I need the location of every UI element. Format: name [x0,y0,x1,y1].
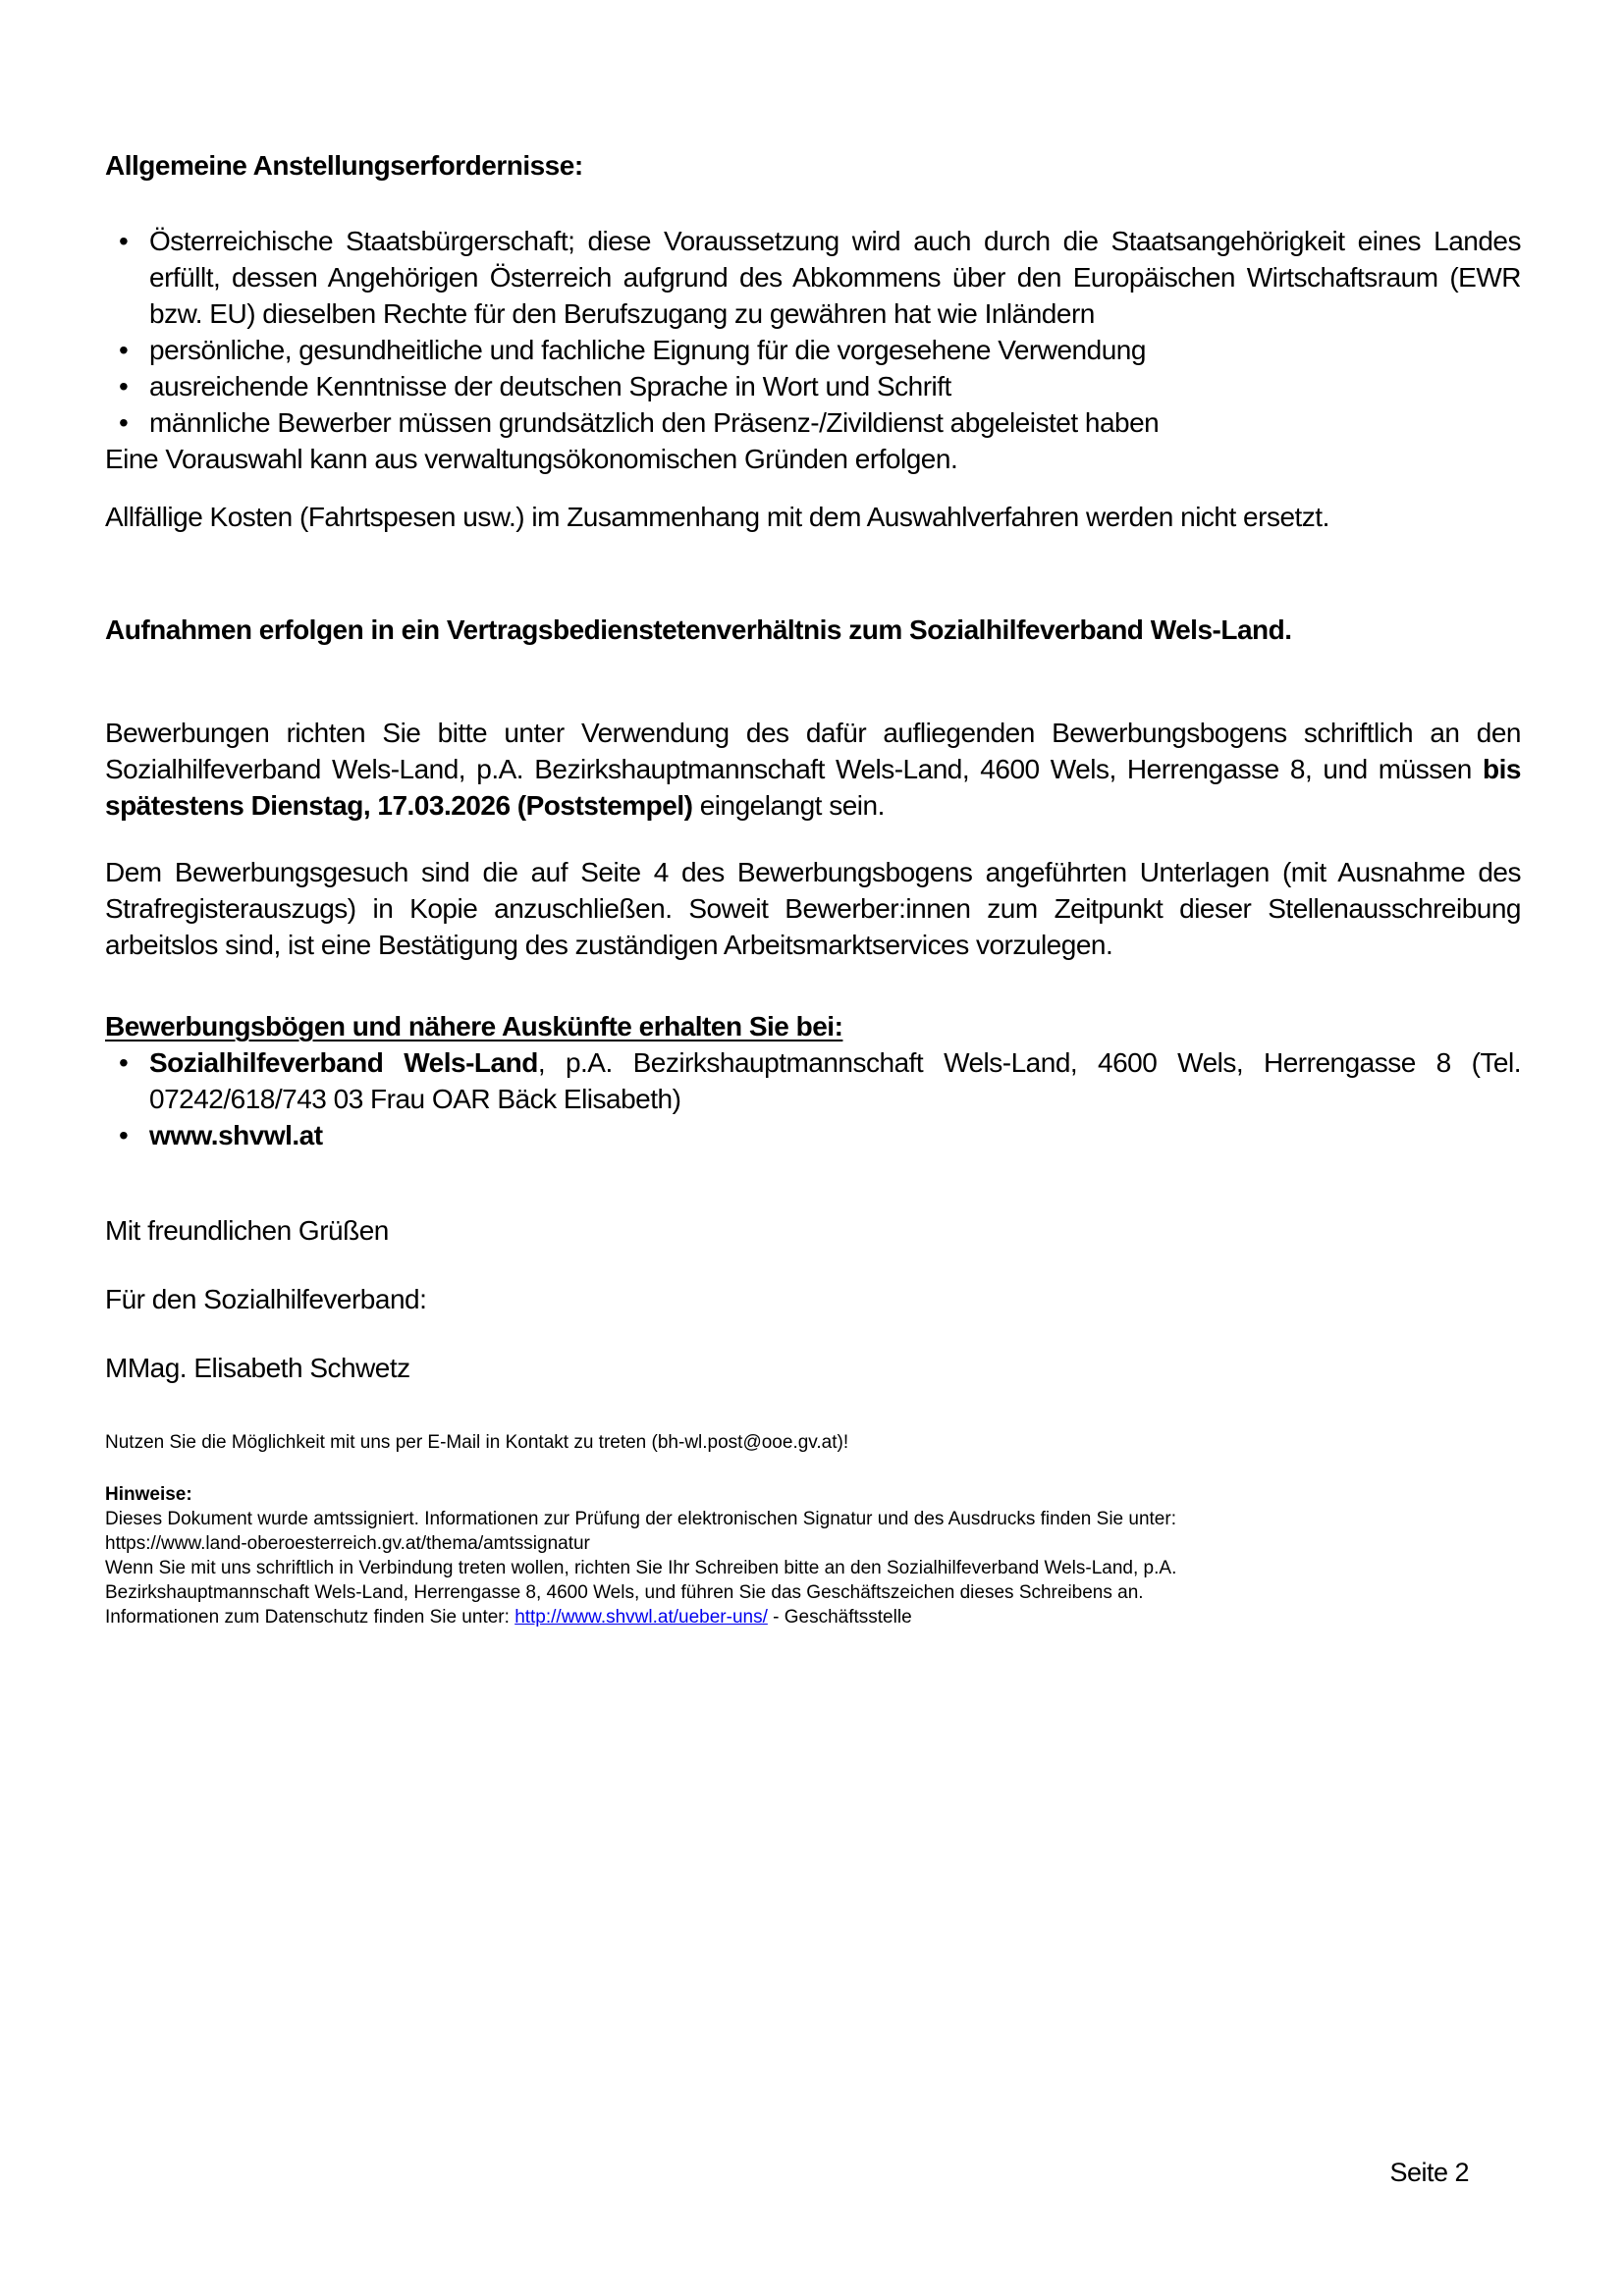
contact-heading [105,1008,1521,1044]
costs-paragraph: Allfällige Kosten (Fahrtspesen usw.) im Zusammenhang mit dem Auswahlverfahren werden nicht ersetzt. [105,502,1329,532]
notes-line-correspondence-1: Wenn Sie mit uns schriftlich in Verbindung treten wollen, richten Sie Ihr Schreiben bitte an den Sozialhilfeverband Wels-Land, p.A. [105,1558,1177,1578]
notes-line-signature-url: https://www.land-oberoesterreich.gv.at/thema/amtssignatur [105,1533,590,1554]
contact-heading-text: Bewerbungsbögen und nähere Auskünfte erhalten Sie bei: [105,1011,843,1041]
privacy-text-suffix: - Geschäftsstelle [767,1607,912,1628]
privacy-link[interactable]: http://www.shvwl.at/ueber-uns/ [514,1607,768,1628]
closing-signature: MMag. Elisabeth Schwetz [105,1353,410,1383]
requirement-item-citizenship: • Österreichische Staatsbürgerschaft; diese Voraussetzung wird auch durch die Staatsangehörigkeit eines Landes erfüllt, dessen Angehörigen Österreich aufgrund des Abkommens über den Europäischen Wirtschaftsraum (EWR bzw. EU) dieselben Rechte für den Berufszugang zu gewähren hat wie Inländern [105,223,1521,332]
document-page [105,147,1521,1629]
requirement-item-service: • männliche Bewerber müssen grundsätzlich den Präsenz-/Zivildienst abgeleistet haben [105,404,1521,441]
documents-paragraph: Dem Bewerbungsgesuch sind die auf Seite 4 des Bewerbungsbogens angeführten Unterlagen (mit Ausnahme des Strafregisterauszugs) in Kopie anzuschließen. Soweit Bewerber:innen zum Zeitpunkt dieser Stellenausschreibung arbeitslos sind, ist eine Bestätigung des zuständigen Arbeitsmarktservices vorzulegen. [105,857,1521,960]
preselection-note: Eine Vorauswahl kann aus verwaltungsökonomischen Gründen erfolgen. [105,444,958,474]
application-text-suffix: eingelangt sein. [692,790,885,821]
requirements-list [105,223,1521,441]
page-number: Seite 2 [1389,2158,1469,2187]
contact-list [105,1044,1521,1153]
application-paragraph [105,715,1521,824]
notes-title: Hinweise: [105,1484,192,1505]
application-deadline: bis spätestens Dienstag, 17.03.2026 (Poststempel) [105,754,1521,821]
employment-paragraph: Aufnahmen erfolgen in ein Vertragsbedienstetenverhältnis zum Sozialhilfeverband Wels-Land. [105,614,1292,645]
privacy-text-prefix: Informationen zum Datenschutz finden Sie unter: [105,1607,515,1628]
contact-item-address [105,1044,1521,1117]
closing-greeting: Mit freundlichen Grüßen [105,1215,389,1246]
closing-organization: Für den Sozialhilfeverband: [105,1284,427,1314]
requirement-item-aptitude: • persönliche, gesundheitliche und fachliche Eignung für die vorgesehene Verwendung [105,332,1521,368]
requirement-item-language: • ausreichende Kenntnisse der deutschen Sprache in Wort und Schrift [105,368,1521,404]
requirements-heading: Allgemeine Anstellungserfordernisse: [105,150,583,181]
email-contact-note: Nutzen Sie die Möglichkeit mit uns per E-Mail in Kontakt zu treten (bh-wl.post@ooe.gv.at)! [105,1432,849,1453]
application-text-prefix: Bewerbungen richten Sie bitte unter Verwendung des dafür aufliegenden Bewerbungsbogens schriftlich an den Sozialhilfeverband Wels-Land, p.A. Bezirkshauptmannschaft Wels-Land, 4600 Wels, Herrengasse 8, und müssen [105,718,1521,784]
contact-org-name: Sozialhilfeverband Wels-Land [149,1047,538,1078]
website-text: www.shvwl.at [149,1120,323,1150]
notes-line-signature-info: Dieses Dokument wurde amtssigniert. Informationen zur Prüfung der elektronischen Signatur und des Ausdrucks finden Sie unter: [105,1509,1176,1529]
notes-block [105,1482,1521,1629]
contact-item-website [105,1117,1521,1153]
notes-line-privacy [105,1605,1521,1629]
notes-line-correspondence-2: Bezirkshauptmannschaft Wels-Land, Herrengasse 8, 4600 Wels, und führen Sie das Geschäftszeichen dieses Schreibens an. [105,1582,1144,1603]
contact-org-details: , p.A. Bezirkshauptmannschaft Wels-Land, 4600 Wels, Herrengasse 8 (Tel. 07242/618/743 03 Frau OAR Bäck Elisabeth) [149,1047,1521,1114]
